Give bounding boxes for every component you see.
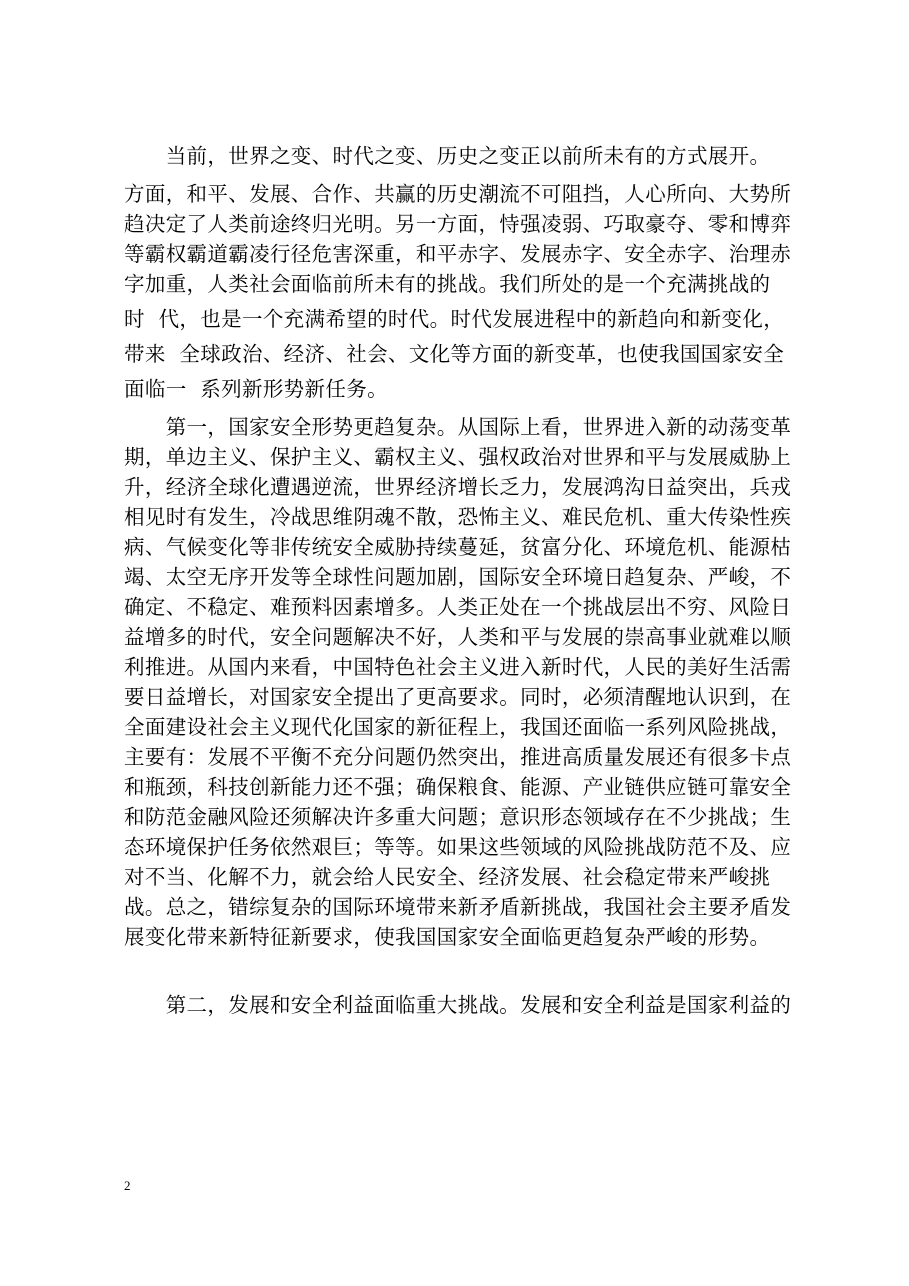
text-line: 第一，国家安全形势更趋复杂。从国际上看，世界进入新的动荡变革	[124, 415, 792, 439]
text-line: 益增多的时代，安全问题解决不好，人类和平与发展的崇高事业就难以顺	[124, 625, 792, 649]
text-line: 要日益增长，对国家安全提出了更高要求。同时，必须清醒地认识到，在	[124, 685, 792, 709]
text-line: 第二，发展和安全利益面临重大挑战。发展和安全利益是国家利益的	[124, 993, 792, 1017]
text-line: 面临一 系列新形势新任务。	[124, 377, 388, 401]
text-line: 方面，和平、发展、合作、共赢的历史潮流不可阻挡，人心所向、大势所	[124, 182, 792, 206]
text-line: 相见时有发生，冷战思维阴魂不散，恐怖主义、难民危机、重大传染性疾	[124, 505, 792, 529]
text-line: 和防范金融风险还须解决许多重大问题；意识形态领域存在不少挑战；生	[124, 805, 792, 829]
text-line: 字加重，人类社会面临前所未有的挑战。我们所处的是一个充满挑战的	[124, 272, 771, 296]
text-line: 竭、太空无序开发等全球性问题加剧，国际安全环境日趋复杂、严峻，不	[124, 565, 792, 589]
text-line: 确定、不稳定、难预料因素增多。人类正处在一个挑战层出不穷、风险日	[124, 595, 792, 619]
text-line: 带来 全球政治、经济、社会、文化等方面的新变革，也使我国国家安全	[124, 342, 785, 366]
text-line: 病、气候变化等非传统安全威胁持续蔓延，贫富分化、环境危机、能源枯	[124, 535, 792, 559]
text-line: 等霸权霸道霸凌行径危害深重，和平赤字、发展赤字、安全赤字、治理赤	[124, 242, 792, 266]
text-line: 时 代，也是一个充满希望的时代。时代发展进程中的新趋向和新变化，	[124, 307, 785, 331]
text-line: 对不当、化解不力，就会给人民安全、经济发展、社会稳定带来严峻挑	[124, 865, 771, 889]
text-line: 当前，世界之变、时代之变、历史之变正以前所未有的方式展开。	[124, 144, 771, 168]
page-number: 2	[124, 1178, 131, 1193]
text-line: 趋决定了人类前途终归光明。另一方面，恃强凌弱、巧取豪夺、零和博弈	[124, 212, 792, 236]
text-line: 利推进。从国内来看，中国特色社会主义进入新时代，人民的美好生活需	[124, 655, 792, 679]
text-line: 态环境保护任务依然艰巨；等等。如果这些领域的风险挑战防范不及、应	[124, 835, 792, 859]
text-line: 主要有：发展不平衡不充分问题仍然突出，推进高质量发展还有很多卡点	[124, 745, 792, 769]
text-line: 升，经济全球化遭遇逆流，世界经济增长乏力，发展鸿沟日益突出，兵戎	[124, 475, 792, 499]
text-line: 期，单边主义、保护主义、霸权主义、强权政治对世界和平与发展威胁上	[124, 445, 792, 469]
text-line: 和瓶颈，科技创新能力还不强；确保粮食、能源、产业链供应链可靠安全	[124, 775, 792, 799]
text-line: 展变化带来新特征新要求，使我国国家安全面临更趋复杂严峻的形势。	[124, 925, 771, 949]
text-line: 战。总之，错综复杂的国际环境带来新矛盾新挑战，我国社会主要矛盾发	[124, 895, 792, 919]
text-line: 全面建设社会主义现代化国家的新征程上，我国还面临一系列风险挑战，	[124, 715, 792, 739]
